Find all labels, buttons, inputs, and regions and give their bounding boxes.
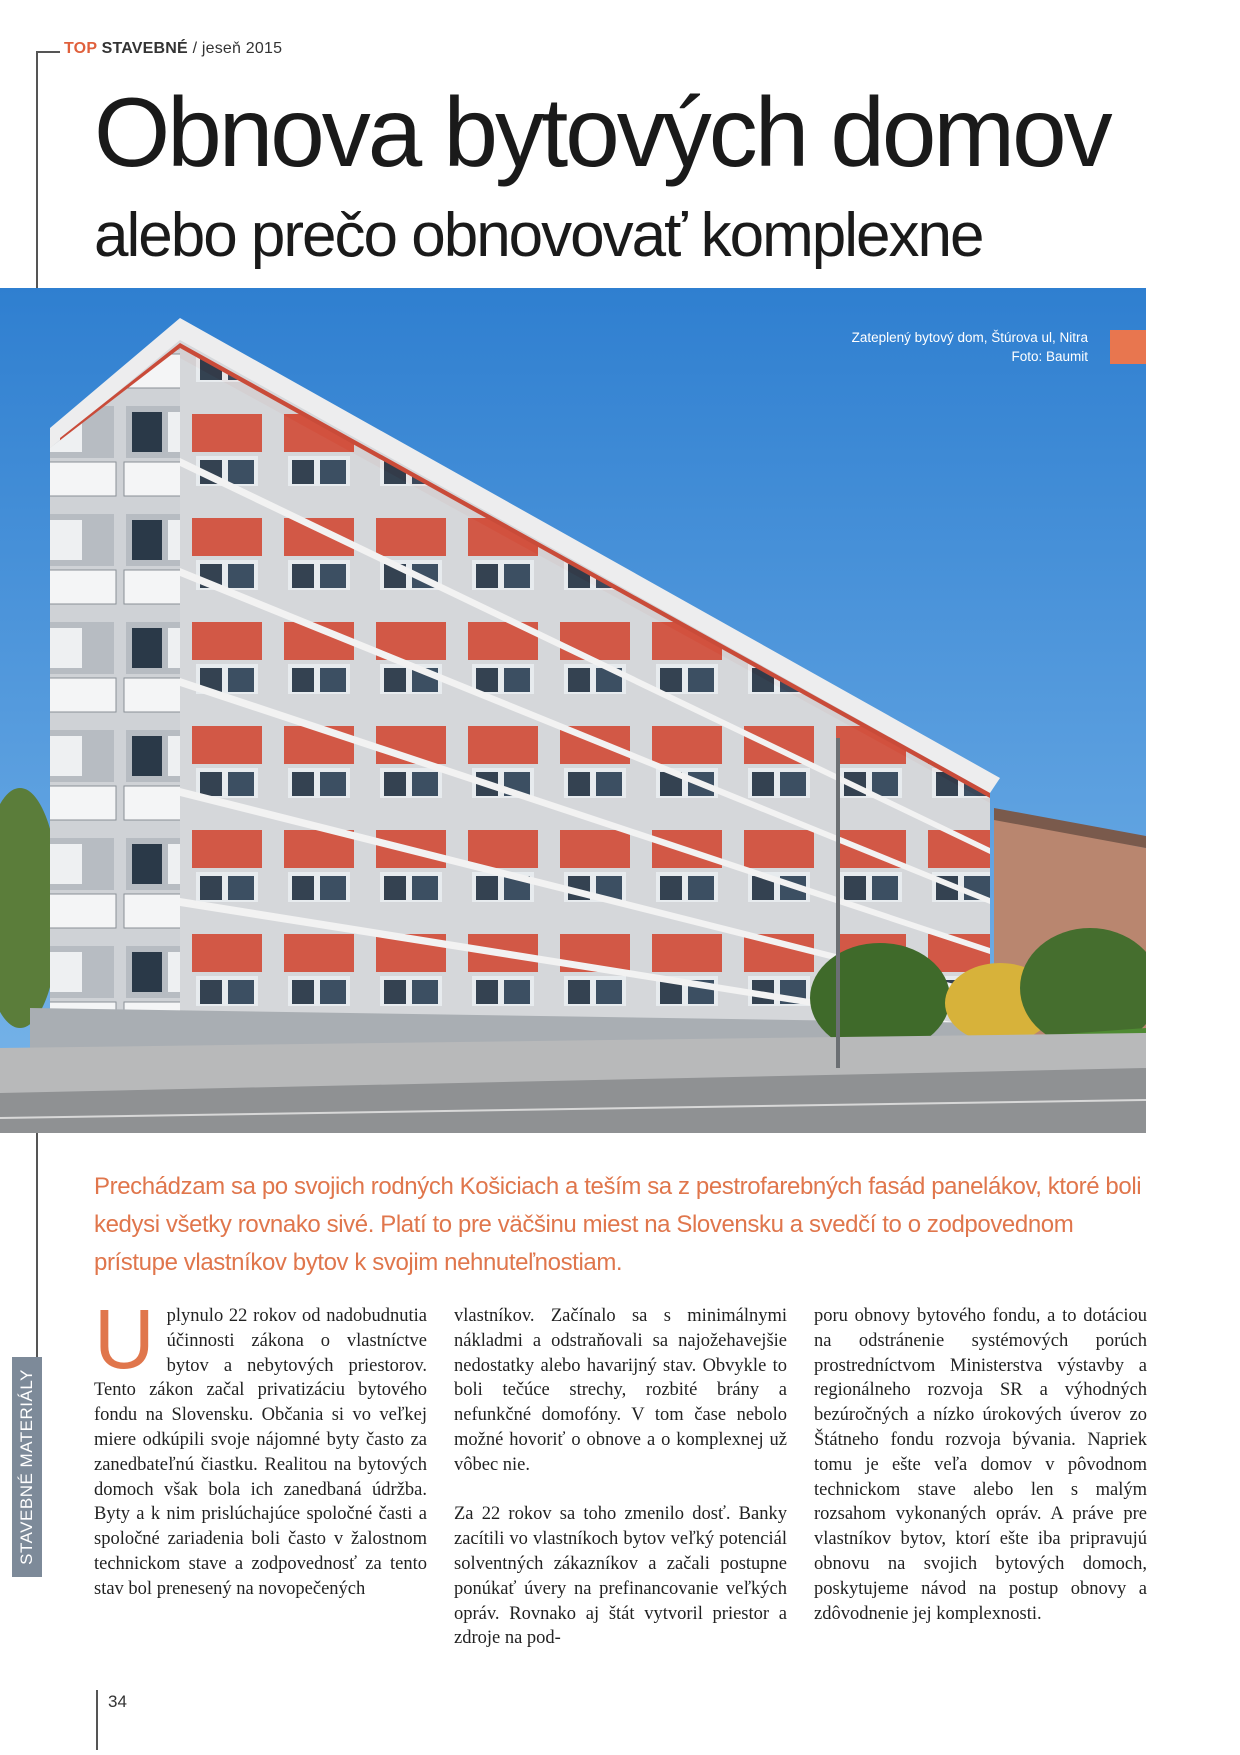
left-frame-line-middle [36,1133,38,1357]
article-column-2 [454,1304,787,1676]
header-top: TOP [64,40,97,57]
header-separator: / [187,40,202,57]
left-frame-line-top [36,51,38,291]
header-brand: STAVEBNÉ [101,40,188,57]
page-number: 34 [108,1692,127,1711]
article-title: Obnova bytových domov [94,77,1110,187]
magazine-header [64,40,282,58]
building-photo-illustration [0,288,1146,1133]
photo-caption-credit: Foto: Baumit [1011,349,1088,364]
article-subtitle: alebo prečo obnovovať komplexne [94,201,983,270]
article-column-2-paragraph-2: Za 22 rokov sa toho zmenilo dosť. Banky zacítili vo vlastníkoch bytov veľký potenciál solventných zákazníkov a začali postupne ponúkať úvery na prefinancovanie veľkých opráv. Rovnako aj štát vytvoril priestor a zdroje na pod- [454,1504,787,1649]
building-photo [0,288,1146,1133]
article-column-2-paragraph-1: vlastníkov. Začínalo sa s minimálnymi nákladmi a odstraňovali sa najožehavejšie nedostatky alebo havarijný stav. Obvykle to boli tečúce strechy, rozbité brány a nefunkčné domofóny. V tom čase nebolo možné hovoriť o obnove a o komplexnej už vôbec nie. [454,1306,787,1475]
article-column-1 [94,1292,427,1602]
lead-paragraph: Prechádzam sa po svojich rodných Košiciach a teším sa z pestrofarebných fasád panelákov, ktoré boli kedysi všetky rovnako sivé. Platí to pre väčšinu miest na Slovensku a svedčí to o zodpovednom prístupe vlastníkov bytov k svojim nehnuteľnostiam. [94,1173,1142,1276]
drop-cap: U [94,1292,155,1386]
header-issue: jeseň 2015 [201,40,283,57]
section-side-tab-label: STAVEBNÉ MATERIÁLY [17,1369,36,1565]
photo-caption-location: Zateplený bytový dom, Štúrova ul, Nitra [851,330,1088,345]
article-column-3 [814,1304,1147,1626]
header-rule [36,51,60,53]
article-column-1-text: plynulo 22 rokov od nadobudnutia účinnosti zákona o vlastníctve bytov a nebytových priestorov. Tento zákon začal privatizáciu bytového fondu na Slovensku. Občania si vo veľkej miere odkúpili svoje nájomné byty často za zanedbateľnú čiastku. Realitou na bytových domoch však bola ich zanedbaná údržba. Byty a k nim prislúchajúce spoločné časti a spoločné zariadenia boli často v žalostnom technickom stave a zodpovednosť za tento stav bol prenesený na novopečených [94,1306,427,1599]
article-column-3-text: poru obnovy bytového fondu, a to dotáciou na odstránenie systémových porúch prostredníctvom Ministerstva výstavby a regionálneho rozvoja SR a výhodných bezúročných a nízko úrokových úverov zo Štátneho fondu rozvoja bývania. Napriek tomu je ešte veľa domov v pôvodnom technickom stave alebo len s malým rozsahom vykonaných opráv. A práve pre vlastníkov bytov, ktorí ešte iba pripravujú obnovu na svojich bytových domoch, poskytujeme návod na postup obnovy a zdôvodnenie jej komplexnosti. [814,1306,1147,1624]
photo-caption [852,328,1088,366]
caption-accent-square [1110,330,1146,364]
left-frame-line-bottom [96,1690,98,1750]
